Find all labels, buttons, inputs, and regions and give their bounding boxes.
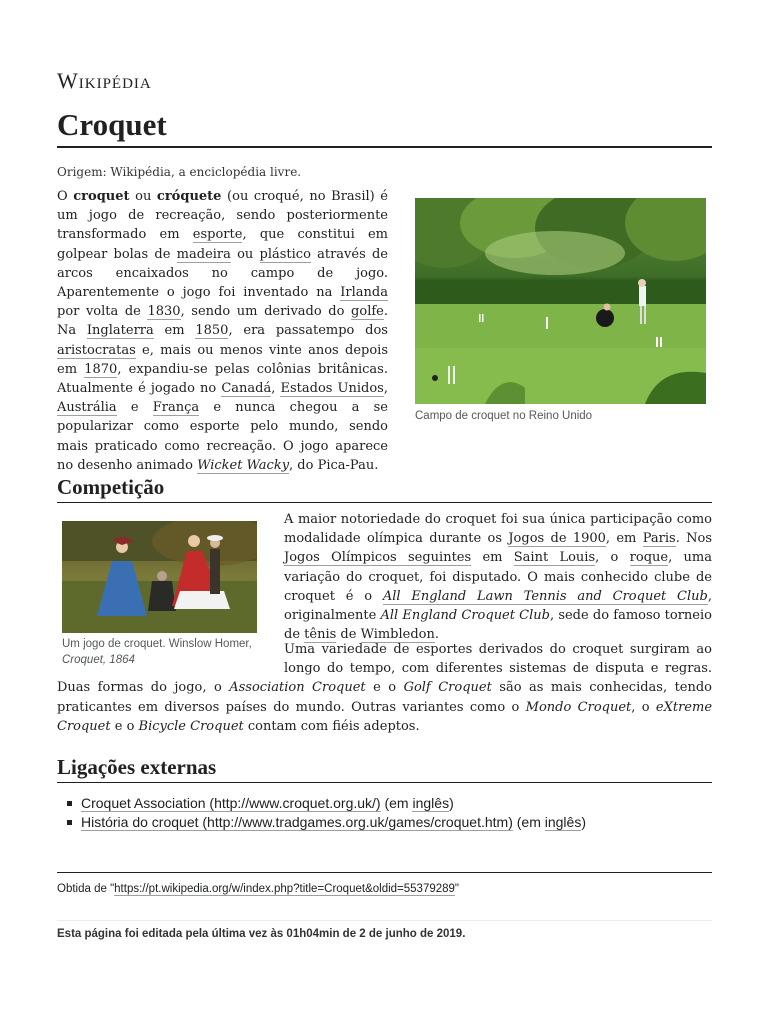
link-1870[interactable]: 1870	[84, 361, 118, 377]
figure-caption-homer: Um jogo de croquet. Winslow Homer, Croquet, 1864	[62, 638, 252, 666]
link-wicket-wacky[interactable]: Wicket Wacky	[197, 457, 290, 473]
retrieved-from: Obtida de "https://pt.wikipedia.org/w/index.php?title=Croquet&oldid=55379289"	[57, 883, 460, 895]
winslow-homer-painting[interactable]	[62, 521, 257, 633]
term-croquete: cróquete	[156, 189, 222, 204]
link-roque[interactable]: roque	[629, 550, 669, 566]
term-croquet: croquet	[73, 189, 130, 204]
link-plastico[interactable]: plástico	[259, 246, 311, 262]
croquet-field-photo[interactable]	[415, 198, 706, 404]
footer-divider	[57, 872, 712, 873]
permanent-link[interactable]: https://pt.wikipedia.org/w/index.php?title=Croquet&oldid=55379289	[114, 883, 455, 895]
link-aristocratas[interactable]: aristocratas	[57, 342, 136, 358]
competicao-paragraph-2: Uma variedade de esportes derivados do croquet surgiram ao longo do tempo, com diferentes sistemas de disputa e regras. Duas formas do jogo, o Association Croquet e o Golf Croquet são as mais conhecidas, tendo praticantes em diversos países do mundo. Outras variantes como o Mondo Croquet, o eXtreme Croquet e o Bicycle Croquet contam com fiéis adeptos.	[57, 642, 713, 734]
footer-thin-divider	[57, 920, 712, 921]
croquet-painting-illustration	[62, 521, 257, 633]
section-heading-ligacoes-externas: Ligações externas	[57, 755, 712, 783]
link-all-england-club[interactable]: All England Lawn Tennis and Croquet Club	[382, 588, 708, 604]
link-1830[interactable]: 1830	[147, 304, 181, 320]
link-australia[interactable]: Austrália	[57, 400, 117, 416]
wordmark-text: Wikipédia	[57, 68, 152, 93]
link-ingles[interactable]: inglês	[412, 795, 450, 811]
last-edited-note: Esta página foi editada pela última vez às 01h04min de 2 de junho de 2019.	[57, 928, 466, 940]
page-title: Croquet	[57, 106, 712, 148]
list-item: História do croquet (http://www.tradgames.org.uk/games/croquet.htm) (em inglês)	[57, 813, 586, 832]
intro-paragraph: O croquet ou cróquete (ou croqué, no Brasil) é um jogo de recreação, sendo posteriormente transformado em esporte, que constitui em golpear bolas de madeira ou plástico através de arcos encaixados no campo de jogo. Aparentemente o jogo foi inventado na Irlanda por volta de 1830, sendo um derivado do golfe. Na Inglaterra em 1850, era passatempo dos aristocratas e, mais ou menos vinte anos depois em 1870, expandiu-se pelas colônias britânicas. Atualmente é jogado no Canadá, Estados Unidos, Austrália e França e nunca chegou a se popularizar como esporte pelo mundo, sendo mais praticado como recreação. O jogo aparece no desenho animado Wicket Wacky, do Pica-Pau.	[57, 189, 389, 473]
origin-note: Origem: Wikipédia, a enciclopédia livre.	[57, 165, 302, 179]
link-inglaterra[interactable]: Inglaterra	[86, 323, 154, 339]
figure-caption: Campo de croquet no Reino Unido	[415, 410, 593, 422]
link-wimbledon[interactable]: Wimbledon	[360, 627, 435, 643]
competicao-paragraph-1: A maior notoriedade do croquet foi sua única participação como modalidade olímpica durante os Jogos de 1900, em Paris. Nos Jogos Olímpicos seguintes em Saint Louis, o roque, uma variação do croquet, foi disputado. O mais conhecido clube de croquet é o All England Lawn Tennis and Croquet Club, originalmente All England Croquet Club, sede do famoso torneio de tênis de Wimbledon.	[284, 512, 713, 643]
link-golfe[interactable]: golfe	[351, 304, 384, 320]
link-esporte[interactable]: esporte	[192, 227, 243, 243]
list-item: Croquet Association (http://www.croquet.org.uk/) (em inglês)	[57, 794, 586, 813]
link-saint-louis[interactable]: Saint Louis	[513, 550, 596, 566]
link-irlanda[interactable]: Irlanda	[340, 285, 388, 301]
link-historia-croquet[interactable]: História do croquet (http://www.tradgames.org.uk/games/croquet.htm)	[81, 814, 513, 830]
link-jogos-olimpicos-seguintes[interactable]: Jogos Olímpicos seguintes	[284, 550, 472, 566]
link-madeira[interactable]: madeira	[176, 246, 231, 262]
link-tenis[interactable]: tênis	[304, 627, 337, 643]
wikipedia-wordmark[interactable]	[57, 68, 152, 94]
link-1850[interactable]: 1850	[195, 323, 229, 339]
link-jogos-1900[interactable]: Jogos de 1900	[508, 531, 606, 547]
link-ingles[interactable]: inglês	[544, 814, 582, 830]
section-heading-competicao: Competição	[57, 475, 712, 503]
link-canada[interactable]: Canadá	[221, 381, 272, 397]
link-paris[interactable]: Paris	[642, 531, 676, 547]
link-croquet-association[interactable]: Croquet Association (http://www.croquet.org.uk/)	[81, 795, 381, 811]
link-estados-unidos[interactable]: Estados Unidos	[280, 381, 384, 397]
external-links-list	[57, 794, 586, 832]
figure-croquet-field	[415, 198, 706, 424]
croquet-field-illustration	[415, 198, 706, 404]
link-franca[interactable]: França	[152, 400, 200, 416]
